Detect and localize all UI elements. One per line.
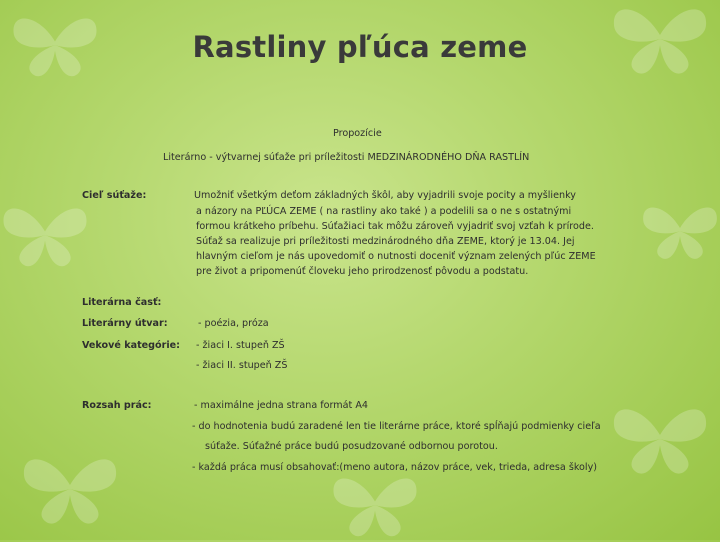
goal-line: hlavným cieľom je nás upovedomiť o nutnosti doceniť význam zelených pľúc ZEME [196, 251, 596, 262]
scope-line: súťaže. Súťažné práce budú posudzované odbornou porotou. [205, 441, 498, 452]
form-value: - poézia, próza [198, 318, 269, 329]
scope-line: - maximálne jedna strana formát A4 [194, 400, 368, 411]
goal-line: a názory na PĽÚCA ZEME ( na rastliny ako také ) a podelili sa o ne s ostatnými [196, 206, 572, 217]
butterfly-decoration-left [0, 200, 90, 272]
goal-label: Cieľ súťaže: [82, 190, 147, 201]
literary-part-label: Literárna časť: [82, 297, 162, 308]
age-value: - žiaci II. stupeň ZŠ [196, 360, 288, 371]
goal-line: pre život a pripomenúť človeku jeho prirodzenosť pôvodu a podstatu. [196, 266, 529, 277]
scope-label: Rozsah prác: [82, 400, 152, 411]
age-label: Vekové kategórie: [82, 340, 180, 351]
butterfly-decoration-bottom-center [330, 470, 420, 542]
scope-line: - do hodnotenia budú zaradené len tie literárne práce, ktoré spĺňajú podmienky cieľa [192, 421, 601, 432]
age-value: - žiaci I. stupeň ZŠ [196, 340, 285, 351]
butterfly-decoration-bottom-left [20, 450, 120, 530]
goal-line: Umožniť všetkým deťom základných škôl, aby vyjadrili svoje pocity a myšlienky [194, 190, 576, 201]
butterfly-decoration-right [640, 200, 720, 264]
scope-line: - každá práca musí obsahovať:(meno autora, názov práce, vek, trieda, adresa školy) [192, 462, 597, 473]
goal-line: formou krátkeho príbehu. Súťažiaci tak môžu zároveň vyjadriť svoj vzťah k prírode. [196, 221, 594, 232]
intro-line: Literárno - výtvarnej súťaže pri príležitosti MEDZINÁRODNÉHO DŇA RASTLÍN [163, 152, 530, 163]
butterfly-decoration-bottom-right [610, 400, 710, 480]
form-label: Literárny útvar: [82, 318, 168, 329]
goal-line: Súťaž sa realizuje pri príležitosti medzinárodného dňa ZEME, ktorý je 13.04. Jej [196, 236, 575, 247]
page-title: Rastliny pľúca zeme [192, 30, 528, 64]
subheading: Propozície [333, 128, 382, 139]
